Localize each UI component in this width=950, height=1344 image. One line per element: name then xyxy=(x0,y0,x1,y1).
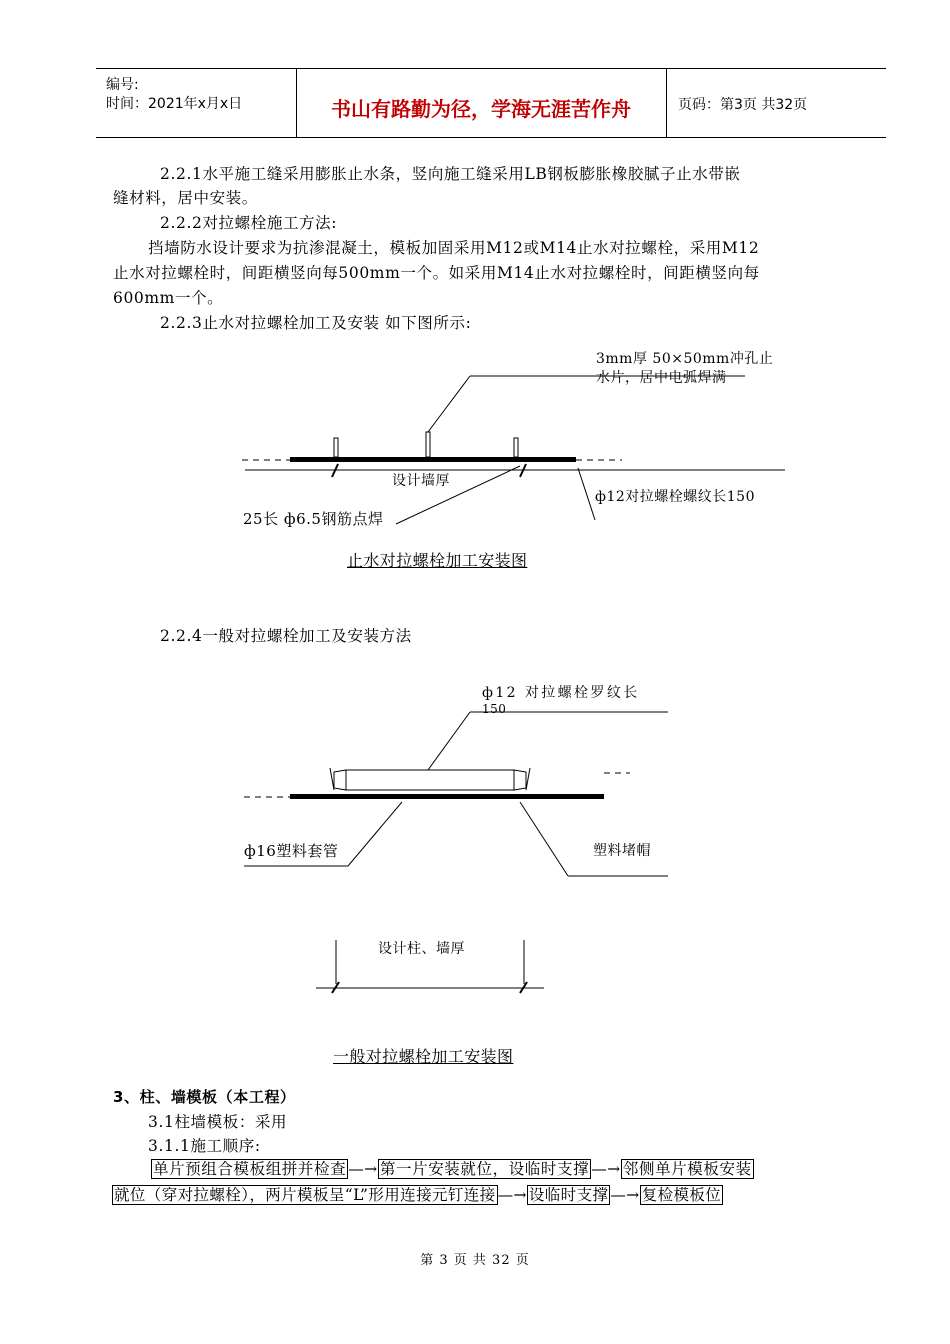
step-first-panel: 第一片安装就位，设临时支撑 xyxy=(379,1160,590,1178)
page-footer: 第 3 页 共 32 页 xyxy=(420,1253,530,1268)
para-bolt-line2: 止水对拉螺栓时，间距横竖向每500mm一个。如采用M14止水对拉螺栓时，间距横竖向每 xyxy=(113,264,760,282)
step-recheck: 复检模板位 xyxy=(641,1186,722,1204)
para-bolt-line1: 挡墙防水设计要求为抗渗混凝土，模板加固采用M12或M14止水对拉螺栓，采用M12 xyxy=(148,239,760,257)
step-bolt-connect: 就位（穿对拉螺栓），两片模板呈“L”形用连接元钉连接 xyxy=(114,1186,496,1204)
plastic-cap-right xyxy=(514,770,526,790)
arrow-4: —→ xyxy=(610,1186,640,1204)
label-sleeve: ф16塑料套管 xyxy=(244,842,339,860)
diagram1-caption: 止水对拉螺栓加工安装图 xyxy=(347,551,528,570)
section-3-heading: 3、柱、墙模板（本工程） xyxy=(113,1088,296,1106)
label-cap: 塑料堵帽 xyxy=(593,843,651,859)
header-page-number: 页码：第3页 共32页 xyxy=(678,97,808,113)
para-2-2-1-line2: 缝材料，居中安装。 xyxy=(113,189,258,207)
step-temp-support: 设临时支撑 xyxy=(528,1186,609,1204)
time-label: 时间：2021年x月x日 xyxy=(106,96,243,112)
cap-leader xyxy=(520,802,568,876)
para-2-2-2-heading: 2.2.2对拉螺栓施工方法: xyxy=(160,214,338,232)
step-adjacent-panel: 邻侧单片模板安装 xyxy=(622,1160,752,1178)
label-plate-line1: 3mm厚 50×50mm冲孔止 xyxy=(596,351,774,367)
step-assemble: 单片预组合模板组拼并检查 xyxy=(153,1160,347,1178)
label-wall-thickness: 设计墙厚 xyxy=(392,473,450,489)
para-2-2-4-heading: 2.2.4一般对拉螺栓加工及安装方法 xyxy=(160,627,412,645)
label-bolt2-line2: 150 xyxy=(482,702,507,716)
sleeve-leader xyxy=(348,802,402,866)
label-rebar: 25长 ф6.5钢筋点焊 xyxy=(243,510,384,528)
sequence-line-2 xyxy=(112,1183,723,1205)
para-2-2-3-heading: 2.2.3止水对拉螺栓加工及安装 如下图所示: xyxy=(160,314,472,332)
plastic-cap-left xyxy=(334,770,346,790)
bolt2-leader-a xyxy=(428,712,470,770)
para-2-2-1-line1: 2.2.1水平施工缝采用膨胀止水条，竖向施工缝采用LB钢板膨胀橡胶腻子止水带嵌 xyxy=(160,165,741,183)
para-bolt-line3: 600mm一个。 xyxy=(113,289,224,307)
serial-label: 编号: xyxy=(106,77,139,93)
sequence-line-1 xyxy=(151,1157,754,1179)
cap-edge-right xyxy=(526,768,530,790)
diagram2-caption: 一般对拉螺栓加工安装图 xyxy=(333,1047,514,1066)
arrow-2: —→ xyxy=(591,1160,621,1178)
label-plate-line2: 水片，居中电弧焊满 xyxy=(596,370,727,386)
bolt2-rod xyxy=(290,794,604,799)
label-bolt2-line1: ф12 对拉螺栓罗纹长 xyxy=(482,685,640,701)
arrow-3: —→ xyxy=(497,1186,527,1204)
cap-edge-left xyxy=(330,768,334,790)
para-3-1-1: 3.1.1施工顺序: xyxy=(148,1137,261,1155)
label-bolt1: ф12对拉螺栓螺纹长150 xyxy=(595,489,755,505)
label-thickness: 设计柱、墙厚 xyxy=(378,941,465,957)
arrow-1: —→ xyxy=(348,1160,378,1178)
para-3-1: 3.1柱墙模板：采用 xyxy=(148,1113,288,1131)
motto: 书山有路勤为径，学海无涯苦作舟 xyxy=(331,97,631,121)
